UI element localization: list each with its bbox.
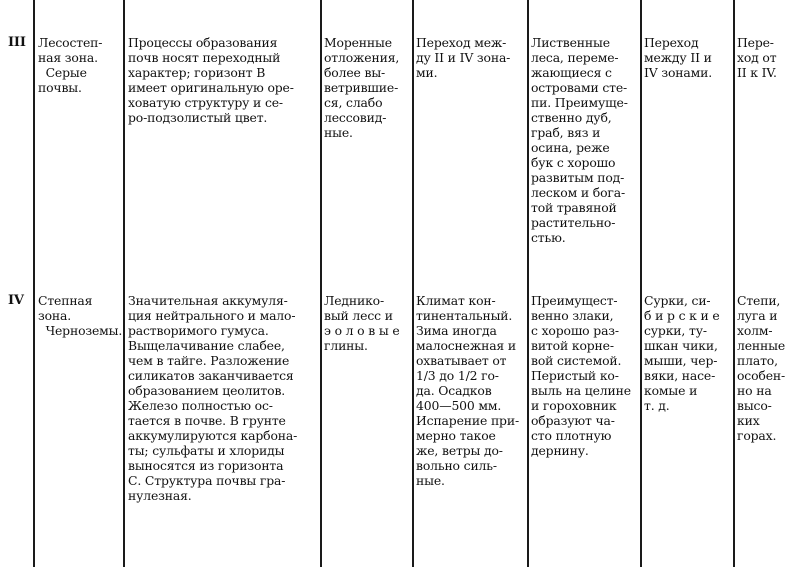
climate-cell: Переход меж- ду II и IV зона- ми. [416,35,511,80]
climate-cell: Климат кон- тинентальный. Зима иногда малоснежная и охватывает от 1/3 до 1/2 го- да. Осадков 400—500 мм. Испарение при- мерно такое же, ветры до- вольно силь- ные. [416,293,519,488]
column-divider [733,0,735,567]
relief-cell: Степи, луга и холм- ленные плато, особен- но на высо- ких горах. [737,293,786,443]
soil-base-cell: Леднико- вый лесс и э о л о в ы е глины. [324,293,400,353]
soil-processes-cell: Процессы образования почв носят переходный характер; горизонт В имеет оригинальную оре- ховатую структуру и се- ро-подзолистый цвет. [128,35,294,125]
vegetation-cell: Преимущест- венно злаки, с хорошо раз- витой корне- вой системой. Перистый ко- выль на целине и гороховник образуют ча- сто плотную дернину. [531,293,631,458]
fauna-cell: Переход между II и IV зонами. [644,35,712,80]
row-number: IV [8,293,24,308]
fauna-cell: Сурки, си- б и р с к и е сурки, ту- шкан чики, мыши, чер- вяки, насе- комые и т. д. [644,293,720,413]
zone-cell: Лесостеп- ная зона. Серые почвы. [38,35,103,95]
column-divider [123,0,125,567]
column-divider [527,0,529,567]
relief-cell: Пере- ход от II к IV. [737,35,777,80]
column-divider [640,0,642,567]
soil-processes-cell: Значительная аккумуля- ция нейтрального и мало- растворимого гумуса. Выщелачивание слабее, чем в тайге. Разложение силикатов заканчивается образованием цеолитов. Железо полностью ос- тается в почве. В грунте аккумулируются карбона- ты; сульфаты и хлориды выносятся из горизонта С. Структура почвы гра- нулезная. [128,293,298,503]
zone-cell: Степная зона. Черноземы. [38,293,123,338]
row-number: III [8,35,26,50]
column-divider [33,0,35,567]
column-divider [320,0,322,567]
vegetation-cell: Лиственные леса, переме- жающиеся с островами сте- пи. Преимуще- ственно дуб, граб, вяз и осина, реже бук с хорошо развитым под- леском и бога- той травяной растительно- стью. [531,35,628,245]
column-divider [412,0,414,567]
soil-base-cell: Моренные отложения, более вы- ветрившие- ся, слабо лессовид- ные. [324,35,400,140]
